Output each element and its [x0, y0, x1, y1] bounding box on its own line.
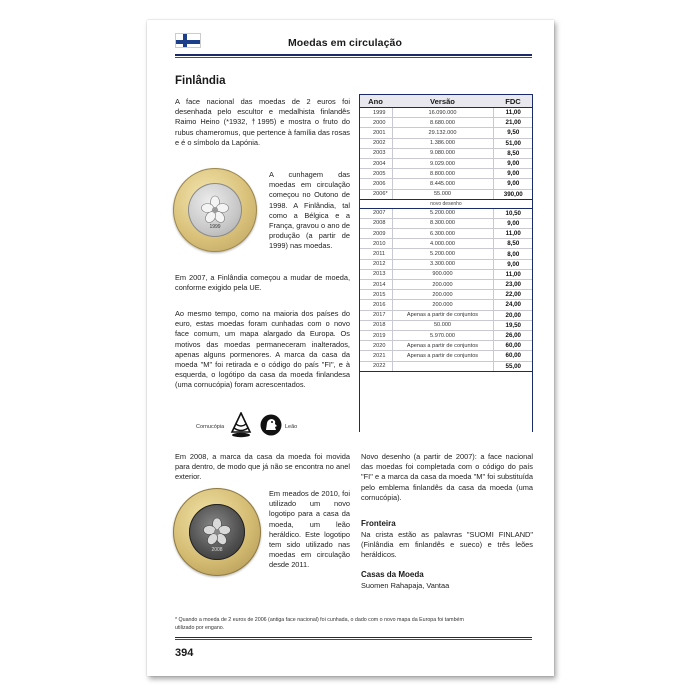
cell-ano: 2012	[359, 259, 392, 269]
cell-versao: 200.000	[392, 280, 493, 290]
header-rule-red	[175, 57, 532, 58]
table-row	[359, 229, 533, 239]
mint-subheading: Casas da Moeda	[361, 570, 424, 579]
cell-ano: 2005	[359, 169, 392, 179]
col-header-ano: Ano	[359, 95, 392, 108]
cell-fdc: 9,00	[493, 218, 533, 228]
cell-versao: 5.200.000	[392, 249, 493, 259]
table-row	[359, 189, 533, 199]
cell-fdc: 55,00	[493, 361, 533, 371]
cornucopia-mintmark-icon	[230, 412, 252, 438]
cell-fdc: 11,00	[493, 108, 533, 118]
cell-versao: 3.300.000	[392, 259, 493, 269]
table-body-new-design	[359, 208, 533, 371]
cell-fdc: 26,00	[493, 330, 533, 340]
mark-2008-paragraph: Em 2008, a marca da casa da moeda foi movida para dentro, de modo que já não se encontra no anel exterior.	[175, 452, 350, 482]
cell-versao: 6.300.000	[392, 229, 493, 239]
cell-versao: 55.000	[392, 189, 493, 199]
cell-fdc: 19,50	[493, 320, 533, 330]
table-row	[359, 208, 533, 218]
cell-fdc: 51,00	[493, 138, 533, 148]
table-row	[359, 179, 533, 189]
mint-paragraph: Suomen Rahapaja, Vantaa	[361, 581, 450, 590]
table-divider-row	[359, 199, 533, 208]
footer-rule	[175, 637, 532, 638]
cell-fdc: 24,00	[493, 300, 533, 310]
lion-label: Leão	[285, 424, 298, 430]
table-row	[359, 310, 533, 320]
cell-ano: 2006*	[359, 189, 392, 199]
cell-fdc: 23,00	[493, 280, 533, 290]
table-row	[359, 259, 533, 269]
table-row	[359, 158, 533, 168]
cell-fdc: 60,00	[493, 351, 533, 361]
table-row	[359, 330, 533, 340]
cell-fdc: 8,50	[493, 239, 533, 249]
cell-versao: 1.386.000	[392, 138, 493, 148]
cell-ano: 2004	[359, 158, 392, 168]
footnote: * Quando a moeda de 2 euros de 2006 (antiga face nacional) foi cunhada, o dado com o novo mapa da Europa foi também utilizado por engano.	[175, 617, 464, 631]
cell-versao: 5.970.000	[392, 330, 493, 340]
table-row	[359, 341, 533, 351]
cell-fdc: 10,50	[493, 208, 533, 218]
cell-ano: 2020	[359, 341, 392, 351]
finland-flag-icon	[175, 33, 201, 48]
cell-fdc: 9,00	[493, 179, 533, 189]
cell-versao: 5.200.000	[392, 208, 493, 218]
footer-rule-red	[175, 639, 532, 640]
cell-fdc: 20,00	[493, 310, 533, 320]
table-row	[359, 249, 533, 259]
lion-logo-paragraph: Em meados de 2010, foi utilizado um novo logotipo para a casa da moeda, um leão heráldico. Este logotipo tem sido utilizado nas moedas em circulação desde 2011.	[269, 489, 350, 570]
header-rule	[175, 54, 532, 56]
cloudberry-flower-icon	[200, 195, 230, 225]
cell-ano: 1999	[359, 108, 392, 118]
table-header-row	[359, 95, 533, 108]
table-row	[359, 320, 533, 330]
cell-ano: 2022	[359, 361, 392, 371]
table-row	[359, 148, 533, 158]
cell-versao: 29.132.000	[392, 128, 493, 138]
cell-ano: 2017	[359, 310, 392, 320]
cell-ano: 2013	[359, 269, 392, 279]
cell-ano: 2008	[359, 218, 392, 228]
cell-versao: 4.000.000	[392, 239, 493, 249]
cell-versao: 50.000	[392, 320, 493, 330]
cell-versao: Apenas a partir de conjuntos	[392, 351, 493, 361]
table-row	[359, 361, 533, 371]
cell-ano: 2001	[359, 128, 392, 138]
cell-versao	[392, 361, 493, 371]
cell-fdc: 9,00	[493, 158, 533, 168]
edge-subheading: Fronteira	[361, 519, 396, 528]
cell-fdc: 9,00	[493, 259, 533, 269]
new-design-paragraph: Novo desenho (a partir de 2007): a face nacional das moedas foi completada com o código do país "FI" e a marca da casa da moeda "M" foi substituída pelo emblema finlandês da casa da moeda (uma cornucópia).	[361, 452, 533, 502]
col-header-versao: Versão	[392, 95, 493, 108]
table-row	[359, 118, 533, 128]
cell-versao: Apenas a partir de conjuntos	[392, 310, 493, 320]
cell-versao: 8.445.000	[392, 179, 493, 189]
cloudberry-flower-icon	[202, 517, 232, 547]
cell-fdc: 9,00	[493, 169, 533, 179]
cell-fdc: 9,50	[493, 128, 533, 138]
cell-fdc: 8,50	[493, 148, 533, 158]
table-row	[359, 108, 533, 118]
table-row	[359, 280, 533, 290]
cell-ano: 2003	[359, 148, 392, 158]
cell-versao: 16.090.000	[392, 108, 493, 118]
cell-fdc: 390,00	[493, 189, 533, 199]
page-number: 394	[175, 647, 194, 659]
cell-fdc: 60,00	[493, 341, 533, 351]
coin-image-new-design	[173, 488, 261, 576]
minting-paragraph: A cunhagem das moedas em circulação começou no Outono de 1998. A Finlândia, tal como a Bélgica e a França, gravou o ano de produção (a partir de 1999) nas moedas.	[269, 170, 350, 251]
cell-ano: 2007	[359, 208, 392, 218]
table-row	[359, 218, 533, 228]
table-body-old-design	[359, 108, 533, 200]
table-row	[359, 169, 533, 179]
lion-mintmark-icon	[260, 414, 282, 436]
cell-ano: 2009	[359, 229, 392, 239]
cell-ano: 2021	[359, 351, 392, 361]
cell-fdc: 22,00	[493, 290, 533, 300]
cell-versao: 9.080.000	[392, 148, 493, 158]
table-row	[359, 128, 533, 138]
cell-fdc: 11,00	[493, 269, 533, 279]
table-row	[359, 300, 533, 310]
cell-versao: Apenas a partir de conjuntos	[392, 341, 493, 351]
cell-versao: 8.800.000	[392, 169, 493, 179]
cell-fdc: 11,00	[493, 229, 533, 239]
coin-year: 1999	[209, 224, 221, 230]
table-row	[359, 239, 533, 249]
page-header-title: Moedas em circulação	[287, 37, 402, 49]
new-design-divider: novo desenho	[359, 199, 533, 208]
table-row	[359, 138, 533, 148]
cell-versao: 8.680.000	[392, 118, 493, 128]
cell-versao: 200.000	[392, 290, 493, 300]
cell-ano: 2019	[359, 330, 392, 340]
cell-ano: 2002	[359, 138, 392, 148]
cornucopia-label: Cornucópia	[196, 424, 225, 430]
coin-year: 2008	[211, 547, 223, 553]
table-row	[359, 351, 533, 361]
cell-ano: 2016	[359, 300, 392, 310]
cell-fdc: 21,00	[493, 118, 533, 128]
cell-ano: 2010	[359, 239, 392, 249]
intro-paragraph: A face nacional das moedas de 2 euros foi desenhada pelo escultor e medalhista finlandês Raimo Heino (*1932, †1995) e mostra o fruto do rubus chameromus, que pertence à família das rosas e é o símbolo da Lapónia.	[175, 97, 350, 147]
mintage-table	[359, 94, 533, 372]
coin-image-old-design	[173, 168, 257, 252]
cell-ano: 2015	[359, 290, 392, 300]
cell-ano: 2000	[359, 118, 392, 128]
common-map-paragraph: Ao mesmo tempo, como na maioria dos países do euro, estas moedas foram cunhadas com o novo face comum, um mapa alargado da Europa. Os motivos das moedas permaneceram inalterados, apenas alguns pormenores. A marca da casa da moeda "M" foi retirada e o código do país "FI", e à esquerda, o logótipo da casa da moeda finlandesa (uma cornucópia) foram acrescentados.	[175, 309, 350, 390]
cell-versao: 8.300.000	[392, 218, 493, 228]
cell-versao: 9.029.000	[392, 158, 493, 168]
cell-ano: 2006	[359, 179, 392, 189]
cell-ano: 2018	[359, 320, 392, 330]
section-title: Finlândia	[175, 75, 226, 87]
cell-ano: 2014	[359, 280, 392, 290]
cell-fdc: 8,00	[493, 249, 533, 259]
cell-versao: 900.000	[392, 269, 493, 279]
col-header-fdc: FDC	[493, 95, 533, 108]
table-row	[359, 269, 533, 279]
catalog-page	[147, 20, 554, 676]
change-2007-paragraph: Em 2007, a Finlândia começou a mudar de moeda, conforme exigido pela UE.	[175, 273, 350, 293]
cell-versao: 200.000	[392, 300, 493, 310]
edge-paragraph: Na crista estão as palavras "SUOMI FINLAND" (Finlândia em finlandês e sueco) e três leões heráldicos.	[361, 530, 533, 560]
cell-ano: 2011	[359, 249, 392, 259]
table-row	[359, 290, 533, 300]
